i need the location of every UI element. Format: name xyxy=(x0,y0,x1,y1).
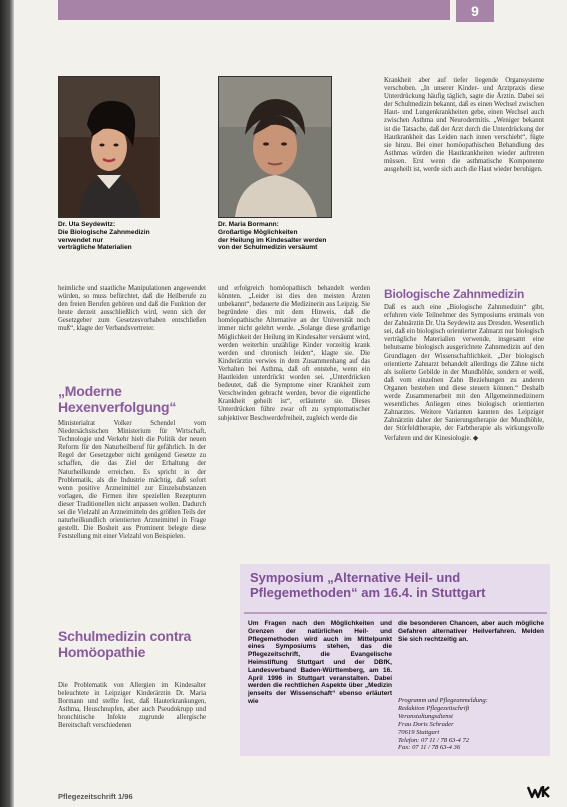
col3-bio-text xyxy=(384,304,544,443)
caption-name: Dr. Uta Seydewitz: xyxy=(58,221,116,228)
col3-bio-body: Daß es auch eine „Biologische Zahnmedizin“ gibt, erfuhren viele Teilnehmer des Symposiums erstmals von der Zahnärztin Dr. Uta Seydewitz aus Dresden. Wesentlich sei, daß ein biologisch orientierter Zahnarzt nur biologisch verträgliche Materialien verwende, insgesamt eine behutsame biologisch ausgerichtete Zahnmedizin auf den Grundlagen der Wissenschaftlichkeit. „Der biologisch orientierte Zahnarzt behandelt allerdings die Zähne nicht als isolierte Gebilde in der Mundhöhle, sondern er weiß, daß vom einzelnen Zahn Beziehungen zu anderen Organen bestehen und diese steuern können.“ Deshalb werde Zusammenarbeit mit den Allgemeinmedizinern wesentliches Anliegen eines biologisch orientierten Zahnarztes. Weitere Varianten kannten des Leipziger Zahnärztin daher der Sanierungstherapie der Mundhöhle, der Störfeldtherapie, der Farbtherapie als wirkungsvolle Verfahren und der Kinesiologie. xyxy=(384,304,544,442)
caption-bormann xyxy=(218,221,378,252)
contact-line: Veranstaltungsdienst xyxy=(398,712,453,720)
header-bar xyxy=(58,0,450,20)
contact-line: Telefon: 07 11 / 78 63-4 72 xyxy=(398,736,470,744)
caption-line: verwendet nur xyxy=(58,236,104,244)
heading-schulmedizin: Schulmedizin contra Homöopathie xyxy=(58,628,192,660)
symposium-right-text: die besonderen Chancen, aber auch mögliche Gefahren alternativer Heilverfahren. Melden Sie sich rechtzeitig an. xyxy=(398,620,544,643)
symposium-contact xyxy=(398,697,544,752)
symposium-left-text: Um Fragen nach den Möglichkeiten und Grenzen der natürlichen Heil- und Pflegemethoden wird auch im Mittelpunkt eines Symposiums stehen, das die Pflegezeitschrift, die Evangelische Heimstiftung Stuttgart und der DBfK, Landesverband Baden-Württemberg, am 16. April 1996 in Stuttgart veranstalten. Dabei werden die rechtlichen Aspekte über „Medizin jenseits der Wissenschaft“ ebenso erläutert wie xyxy=(248,620,392,705)
col1-hexen-text: Ministerialrat Volker Schendel vom Niedersächsischen Ministerium für Wirtschaft, Technologie und Verkehr hielt die Politik der neuen Reform für den Naturheilberuf für gefährlich. In der Regel der Gesetzgeber nicht genügend Gesetze zu schaffen, die das Ziel der Erhaltung der Naturheilkunde erreichen. Es spricht in der Problematik, als die Industrie mächtig, daß sofort wenn positive Arzneimittel zur Einzelsubstanzen vorlagen, die Firmen ihre speziellen Rezepturen dieser Traditionellen nicht anpassen wollen. Dadurch sei die Vielzahl an Arzneimitteln des größten Teils der naturheilkundlich orientierten Arzneimittel in Frage gestellt. Die Bosheit aus Prominent belegte diese Feststellung mit einer Vielzahl von Beispielen. xyxy=(58,420,206,541)
symposium-divider xyxy=(244,612,547,614)
col3-top-text: Krankheit aber auf tiefer liegende Organsysteme verschoben. „In unserer Kinder- und Arztpraxis diese Unterdrückung häufig täglich, sagte die Ärztin. Dabei sei der Schulmedizin bekannt, daß es einen Wechsel zwischen Haut- und Lungenkrankheiten gebe, einen Wechsel auch zwischen Asthma und Neurodermitis. „Weniger bekannt ist die Tatsache, daß der Arzt durch die Unterdrückung der Hautkrankheit das Leiden nach innen verschiebt“, fügte sie hinzu. Bei einer homöopathischen Behandlung des Asthmas würden die Hautkrankheiten wieder auftreten müssen. Erst wenn die asthmatische Komponente ausgeheilt ist, werde sich auch die Haut wieder beruhigen. xyxy=(384,77,544,174)
page-number: 9 xyxy=(456,0,494,22)
caption-line: verträgliche Materialien xyxy=(58,244,132,252)
photo-seydewitz xyxy=(58,76,160,218)
col1-schul-text: Die Problematik von Allergien im Kindesalter beleuchtete in Leipziger Kinderärztin Dr. Maria Bormann und stellte fest, daß Hauterkrankungen, Asthma, Heuschnupfen, aber auch Pseudokrupp und bronchitische Infekte zugrunde allergische Bereitschaft verschiedenen xyxy=(58,682,206,730)
end-of-article-mark: ◆ xyxy=(472,433,479,442)
contact-line: Redaktion Pflegezeitschrift xyxy=(398,704,470,712)
contact-line: Frau Doris Schrader xyxy=(398,720,454,728)
caption-line: der Heilung im Kindesalter werden xyxy=(218,236,327,244)
col1-intro: heimliche und staatliche Manipulationen angewendet würden, so muss befürchtet, daß die Heilberufe zu den freien Berufen gehören und daß die Funktion der heute derzeit ausschließlich wird, wenn sich der Gesetzgeber zum Gesetzesvorhaben entschließen muß“, klagte der Verbandsvertreter. xyxy=(58,285,206,333)
publisher-logo-icon xyxy=(527,784,551,800)
caption-line: Großartige Möglichkeiten xyxy=(218,228,298,236)
caption-name: Dr. Maria Bormann: xyxy=(218,221,279,228)
col2-text: und erfolgreich homöopathisch behandelt werden könnten. „Leider ist dies den meisten Ärzten unbekannt“, bedauerte die Medizinerin aus Leipzig. Sie begründete dies mit dem Hinweis, daß die homöopathische Alternative an der Universität noch immer nicht gelehrt werde. „Solange diese großartige Möglichkeit der Heilung im Kindesalter versäumt wird, werden weiterhin unzählige Kinder vorzeitig krank werden und chronisch leiden“, klagte sie. Die Kinderärztin verwies in dem Zusammenhang auf das Verhalten bei Asthma, daß oft entstehe, wenn ein Hautleiden unterdrückt worden sei. „Unterdrücken bedeutet, daß die Symptome einer Krankheit zum Verschwinden gebracht werden, bevor die eigentliche Krankheit geheilt ist“, erläuterte sie. Dieses Unterdrücken führe zwar oft zu symptomatischer subjektiver Beschwerdefreiheit, zugleich werde die xyxy=(218,285,370,422)
portrait-seydewitz xyxy=(59,77,159,217)
contact-line: 70619 Stuttgart xyxy=(398,728,440,736)
heading-hexenverfolgung: „Moderne Hexenverfolgung“ xyxy=(58,383,177,415)
heading-biologische-zahnmedizin: Biologische Zahnmedizin xyxy=(384,287,525,301)
symposium-title: Symposium „Alternative Heil- und Pflegemethoden“ am 16.4. in Stuttgart xyxy=(250,570,486,600)
page-binding-edge xyxy=(0,0,14,807)
contact-line: Fax: 07 11 / 78 63-4 36 xyxy=(398,744,461,752)
photo-bormann xyxy=(218,76,332,218)
footer-journal: Pflegezeitschrift 1/96 xyxy=(58,792,133,801)
portrait-bormann xyxy=(219,77,331,217)
contact-line: Programm und Pflegeanmeldung: xyxy=(398,697,488,704)
caption-line: von der Schulmedizin versäumt xyxy=(218,244,318,252)
caption-line: Die Biologische Zahnmedizin xyxy=(58,228,150,236)
caption-seydewitz xyxy=(58,221,188,252)
